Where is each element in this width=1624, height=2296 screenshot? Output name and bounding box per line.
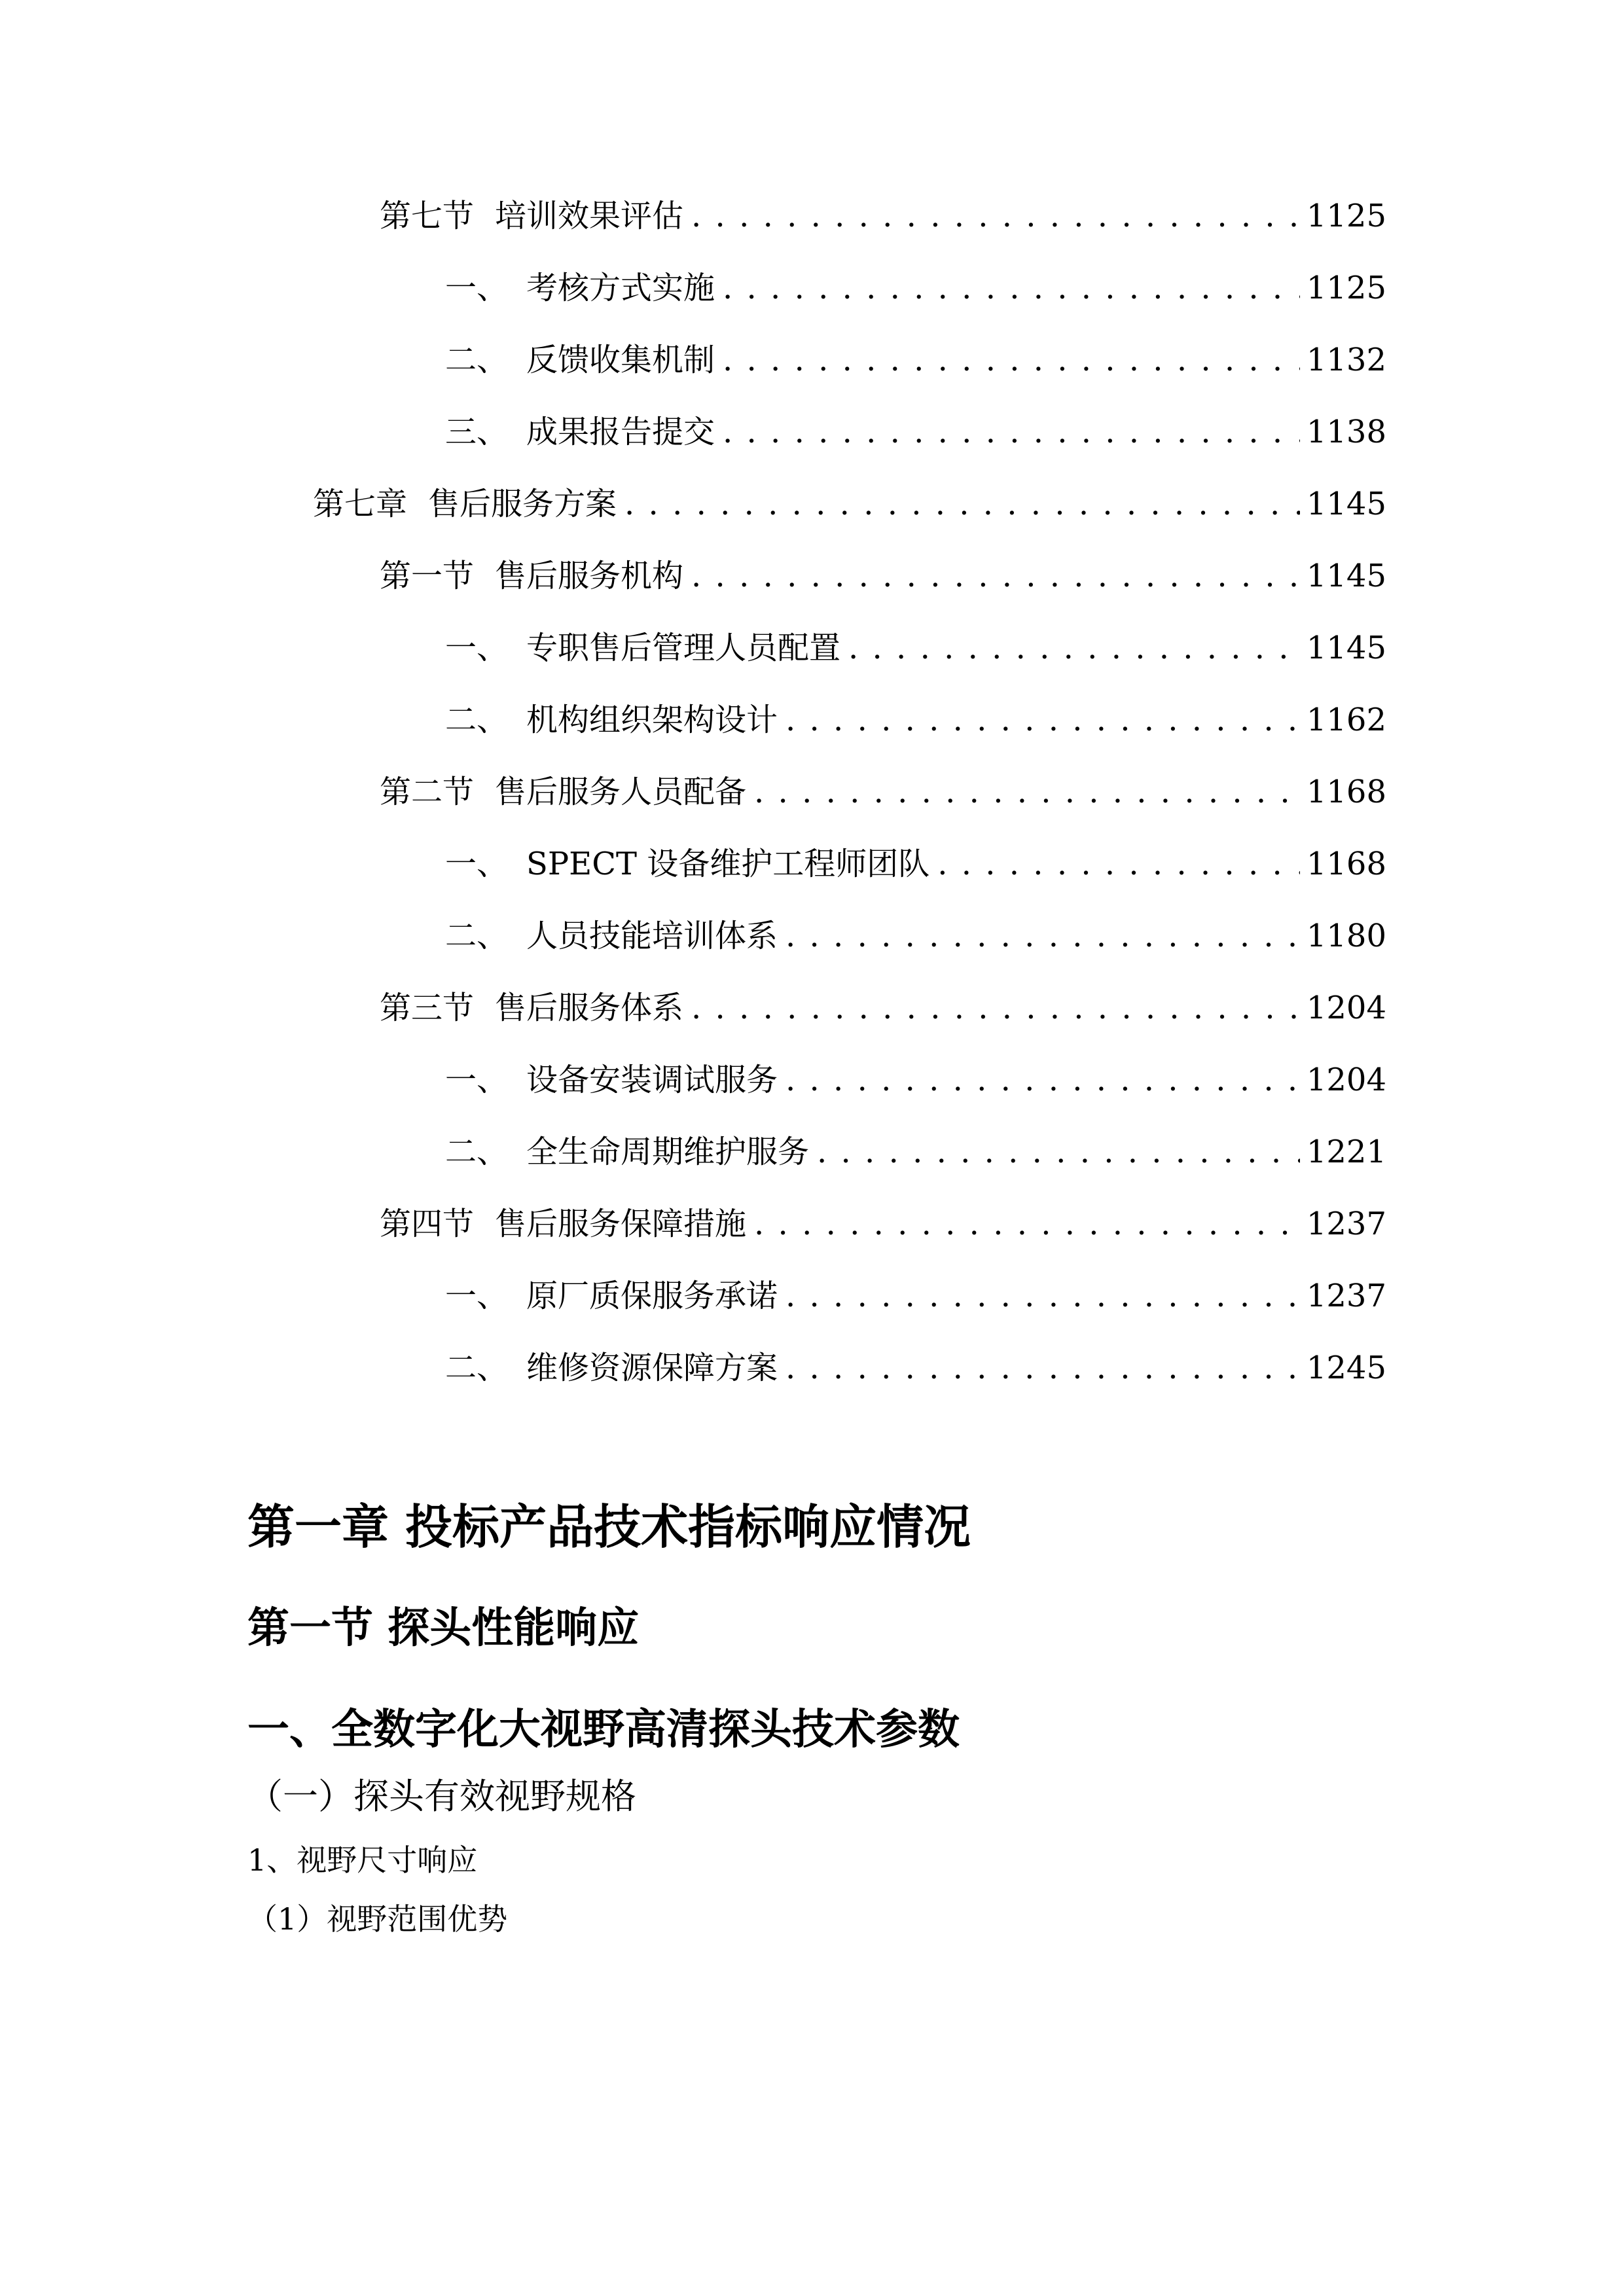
toc-entry-number: 二、 bbox=[445, 702, 509, 738]
toc-entry-page-number: 1168 bbox=[1306, 774, 1386, 810]
toc-entry-number: 第一节 bbox=[380, 558, 475, 594]
toc-entry-title: 设备安装调试服务 bbox=[526, 1062, 778, 1098]
toc-entry-number: 第七节 bbox=[380, 198, 475, 234]
toc-entry-title: 成果报告提交 bbox=[526, 414, 715, 450]
toc-entry-number: 一、 bbox=[445, 1278, 509, 1314]
toc-entry-page-number: 1145 bbox=[1306, 486, 1386, 522]
toc-entry-title: 售后服务人员配备 bbox=[495, 774, 747, 810]
toc-entry[interactable] bbox=[313, 478, 1386, 530]
item-heading: 1、视野尺寸响应 bbox=[247, 1842, 478, 1878]
toc-entry-page-number: 1162 bbox=[1306, 702, 1386, 738]
toc-entry-page-number: 1168 bbox=[1306, 846, 1386, 882]
toc-entry[interactable] bbox=[445, 622, 1386, 674]
toc-entry[interactable] bbox=[380, 1198, 1386, 1250]
subsection-heading: 一、全数字化大视野高清探头技术参数 bbox=[247, 1706, 960, 1754]
toc-entry-page-number: 1125 bbox=[1306, 198, 1386, 234]
toc-entry-number: 一、 bbox=[445, 270, 509, 306]
toc-entry-title: 考核方式实施 bbox=[526, 270, 715, 306]
toc-entry-title: 售后服务方案 bbox=[428, 486, 617, 522]
toc-entry-number: 二、 bbox=[445, 1134, 509, 1170]
toc-entry[interactable] bbox=[445, 1342, 1386, 1394]
toc-entry-page-number: 1204 bbox=[1306, 990, 1386, 1026]
toc-dot-leader bbox=[785, 910, 1300, 962]
toc-dot-leader bbox=[723, 262, 1300, 314]
toc-entry-page-number: 1125 bbox=[1306, 270, 1386, 306]
toc-dot-leader bbox=[754, 766, 1300, 818]
toc-entry-number: 一、 bbox=[445, 1062, 509, 1098]
toc-entry-title: 售后服务保障措施 bbox=[495, 1206, 747, 1242]
toc-entry-title: 培训效果评估 bbox=[495, 198, 684, 234]
toc-entry-number: 一、 bbox=[445, 846, 509, 882]
toc-entry-page-number: 1145 bbox=[1306, 630, 1386, 666]
toc-dot-leader bbox=[691, 982, 1300, 1034]
toc-entry[interactable] bbox=[380, 982, 1386, 1034]
toc-entry[interactable] bbox=[445, 262, 1386, 314]
toc-entry[interactable] bbox=[445, 334, 1386, 386]
toc-entry-number: 一、 bbox=[445, 630, 509, 666]
toc-entry[interactable] bbox=[445, 1054, 1386, 1106]
toc-entry-number: 第四节 bbox=[380, 1206, 475, 1242]
toc-entry[interactable] bbox=[380, 190, 1386, 242]
toc-entry-page-number: 1132 bbox=[1306, 342, 1386, 378]
toc-dot-leader bbox=[624, 478, 1300, 530]
toc-dot-leader bbox=[848, 622, 1300, 674]
toc-entry-page-number: 1204 bbox=[1306, 1062, 1386, 1098]
toc-entry-page-number: 1221 bbox=[1306, 1134, 1386, 1170]
toc-entry-number: 二、 bbox=[445, 342, 509, 378]
toc-entry-title: 维修资源保障方案 bbox=[526, 1350, 778, 1386]
toc-dot-leader bbox=[691, 190, 1300, 242]
sub-subsection-heading: （一）探头有效视野规格 bbox=[247, 1776, 636, 1817]
toc-entry-title: 人员技能培训体系 bbox=[526, 918, 778, 954]
toc-entry-title: SPECT 设备维护工程师团队 bbox=[526, 846, 930, 882]
toc-entry-title: 原厂质保服务承诺 bbox=[526, 1278, 778, 1314]
toc-entry[interactable] bbox=[445, 910, 1386, 962]
toc-entry-number: 三、 bbox=[445, 414, 509, 450]
toc-dot-leader bbox=[785, 1270, 1300, 1322]
toc-entry[interactable] bbox=[445, 1126, 1386, 1178]
chapter-heading: 第一章 投标产品技术指标响应情况 bbox=[247, 1499, 971, 1554]
toc-entry-number: 第七章 bbox=[313, 486, 408, 522]
section-heading: 第一节 探头性能响应 bbox=[247, 1604, 640, 1653]
toc-entry[interactable] bbox=[445, 838, 1386, 890]
toc-entry[interactable] bbox=[380, 766, 1386, 818]
toc-entry[interactable] bbox=[445, 406, 1386, 458]
toc-entry-number: 第二节 bbox=[380, 774, 475, 810]
toc-entry[interactable] bbox=[380, 550, 1386, 602]
toc-entry-number: 第三节 bbox=[380, 990, 475, 1026]
toc-entry[interactable] bbox=[445, 694, 1386, 746]
toc-dot-leader bbox=[723, 334, 1300, 386]
toc-dot-leader bbox=[754, 1198, 1300, 1250]
toc-dot-leader bbox=[785, 1342, 1300, 1394]
toc-entry-page-number: 1145 bbox=[1306, 558, 1386, 594]
toc-dot-leader bbox=[691, 550, 1300, 602]
toc-dot-leader bbox=[937, 838, 1300, 890]
toc-dot-leader bbox=[723, 406, 1300, 458]
toc-entry-page-number: 1138 bbox=[1306, 414, 1386, 450]
toc-entry-number: 二、 bbox=[445, 918, 509, 954]
toc-dot-leader bbox=[785, 694, 1300, 746]
toc-entry-number: 二、 bbox=[445, 1350, 509, 1386]
toc-dot-leader bbox=[817, 1126, 1300, 1178]
sub-item-heading: （1）视野范围优势 bbox=[247, 1901, 508, 1937]
toc-entry-title: 机构组织架构设计 bbox=[526, 702, 778, 738]
toc-entry-page-number: 1237 bbox=[1306, 1206, 1386, 1242]
toc-entry-title: 全生命周期维护服务 bbox=[526, 1134, 810, 1170]
toc-entry-title: 售后服务机构 bbox=[495, 558, 684, 594]
toc-entry-title: 售后服务体系 bbox=[495, 990, 684, 1026]
toc-entry[interactable] bbox=[445, 1270, 1386, 1322]
toc-entry-page-number: 1237 bbox=[1306, 1278, 1386, 1314]
toc-entry-page-number: 1180 bbox=[1306, 918, 1386, 954]
toc-entry-title: 专职售后管理人员配置 bbox=[526, 630, 841, 666]
toc-entry-page-number: 1245 bbox=[1306, 1350, 1386, 1386]
toc-entry-title: 反馈收集机制 bbox=[526, 342, 715, 378]
toc-dot-leader bbox=[785, 1054, 1300, 1106]
